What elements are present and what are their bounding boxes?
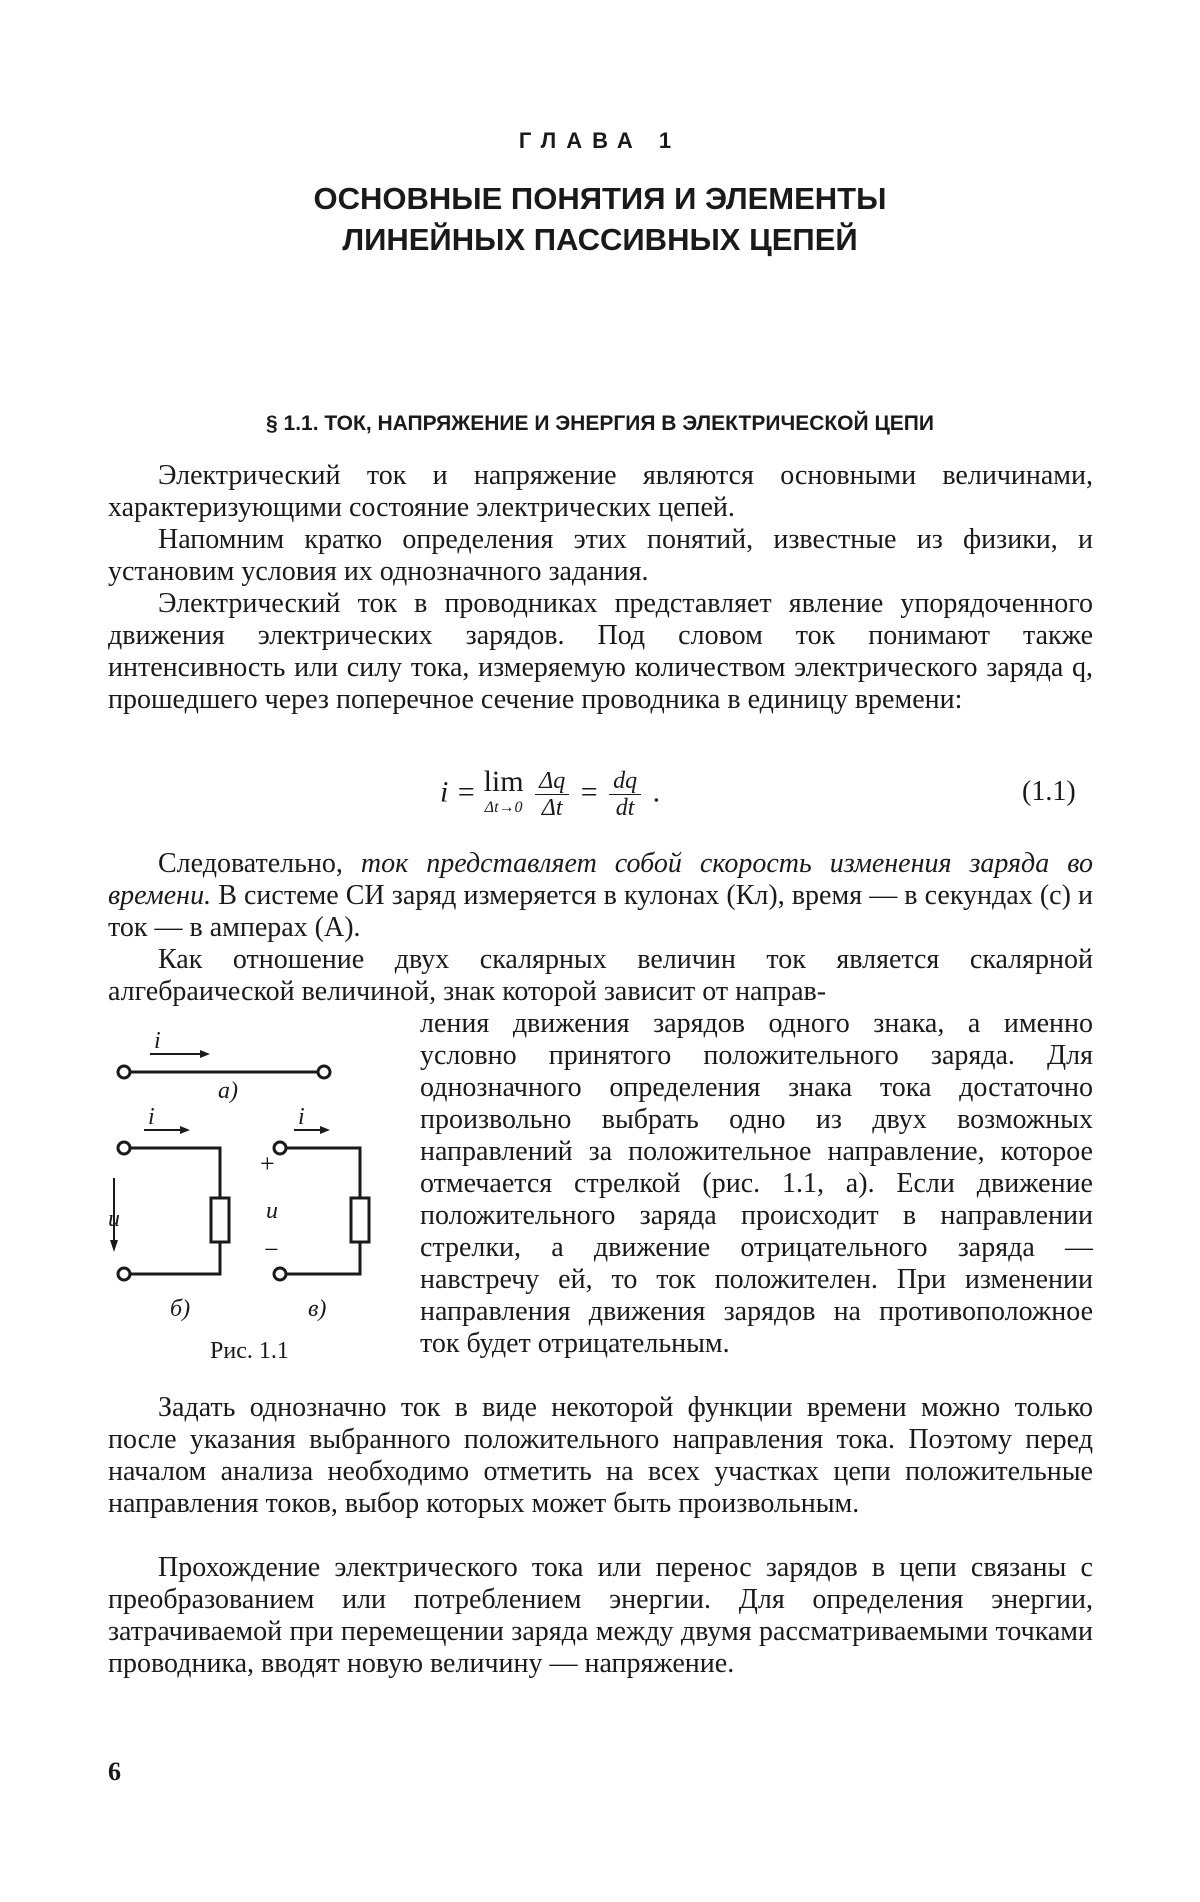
section-title: § 1.1. ТОК, НАПРЯЖЕНИЕ И ЭНЕРГИЯ В ЭЛЕКТРИЧЕСКОЙ ЦЕПИ [266,412,934,435]
equation-number: (1.1) [1022,776,1076,807]
figure-1-1 [110,1026,410,1386]
terminal-b-top [118,1142,130,1154]
current-label-c: i [298,1104,305,1130]
paragraph-4-tail: В системе СИ заряд измеряется в кулонах (Кл), время — в секундах (с) и ток — в амперах (А). [108,880,1094,943]
formula-lim-sub: Δt→0 [484,798,523,816]
arrowhead-c [320,1126,330,1134]
paragraph-1: Электрический ток и напряжение являются основными величинами, характеризующими состояние электрических цепей. [108,460,1093,523]
formula-equals: = [580,775,598,809]
paragraph-3: Электрический ток в проводниках представляет явление упорядоченного движения электрических зарядов. Под словом ток понимают также интенсивность или силу тока, измеряемую количеством электрического заряда q, прошедшего через поперечное сечение проводника в единицу времени: [108,588,1093,715]
fraction-numerator: Δq [535,768,569,795]
figure-caption: Рис. 1.1 [210,1338,289,1364]
voltage-arrowhead-b [110,1240,118,1252]
wire-b-bottom [130,1242,220,1274]
fraction-denominator: dt [615,795,635,821]
chapter-title-line1: ОСНОВНЫЕ ПОНЯТИЯ И ЭЛЕМЕНТЫ [313,181,887,216]
chapter-label: ГЛАВА 1 [518,128,682,153]
terminal-c-bottom [274,1268,286,1280]
formula-lim-text: lim [483,764,524,798]
figure-label-c: в) [308,1296,327,1322]
circuit-diagram [110,1026,410,1346]
wire-c-top [286,1148,360,1198]
chapter-title-line2: ЛИНЕЙНЫХ ПАССИВНЫХ ЦЕПЕЙ [342,222,858,257]
formula-fraction-derivative [609,768,641,821]
paragraph-6: Задать однозначно ток в виде некоторой функции времени можно только после указания выбранного положительного направления тока. Поэтому перед началом анализа необходимо отметить на всех участках цепи положительные направления токов, выбор которых может быть произвольным. [108,1392,1093,1519]
formula-fraction-delta [535,768,569,821]
page-number: 6 [108,1757,121,1786]
wire-b-top [130,1148,220,1198]
formula-1-1 [440,764,661,821]
resistor-c [351,1198,369,1242]
paragraph-2: Напомним кратко определения этих понятий, известные из физики, и установим условия их однозначного задания. [108,524,1093,587]
figure-label-a: а) [218,1078,238,1104]
resistor-b [211,1198,229,1242]
paragraph-7: Прохождение электрического тока или перенос зарядов в цепи связаны с преобразованием или потреблением энергии. Для определения энергии, затрачиваемой при перемещении заряда между двумя рассматриваемыми точками проводника, вводят новую величину — напряжение. [108,1552,1093,1679]
formula-tail: . [652,775,661,809]
minus-sign: − [264,1235,279,1264]
terminal-a-right [318,1066,330,1078]
paragraph-4-lead: Следовательно, [158,848,343,879]
fraction-denominator: Δt [541,795,563,821]
chapter-title [0,178,1200,260]
wire-c-bottom [286,1242,360,1274]
formula-limit [483,764,524,821]
terminal-a-left [118,1066,130,1078]
terminal-b-bottom [118,1268,130,1280]
paragraph-4 [108,848,1093,944]
paragraph-5-wrap: ления движения зарядов одного знака, а именно условно принятого положительного заряда. Для однозначного определения знака тока достаточно произвольно выбрать одно из двух возможных направлений за положительное направление, которое отмечается стрелкой (рис. 1.1, а). Если движение положительного заряда происходит в направлении стрелки, а движение отрицательного заряда — навстречу ей, то ток положителен. При изменении направления движения зарядов на противоположное ток будет отрицательным. [420,1008,1093,1359]
paragraph-5: Как отношение двух скалярных величин ток является скалярной алгебраической величиной, знак которой зависит от направ- [108,944,1093,1007]
paragraph-4-emphasis: ток представляет собой скорость изменения заряда во времени. [108,848,1094,911]
formula-lhs: i = [440,775,477,809]
current-label-a: i [154,1028,161,1054]
fraction-numerator: dq [609,768,641,795]
voltage-label-c: u [266,1198,278,1224]
arrowhead-b [180,1126,190,1134]
voltage-label-b: u [108,1206,120,1232]
current-label-b: i [148,1104,155,1130]
figure-label-b: б) [170,1296,191,1322]
terminal-c-top [274,1142,286,1154]
arrowhead-a [200,1050,210,1058]
plus-sign: + [260,1149,275,1178]
